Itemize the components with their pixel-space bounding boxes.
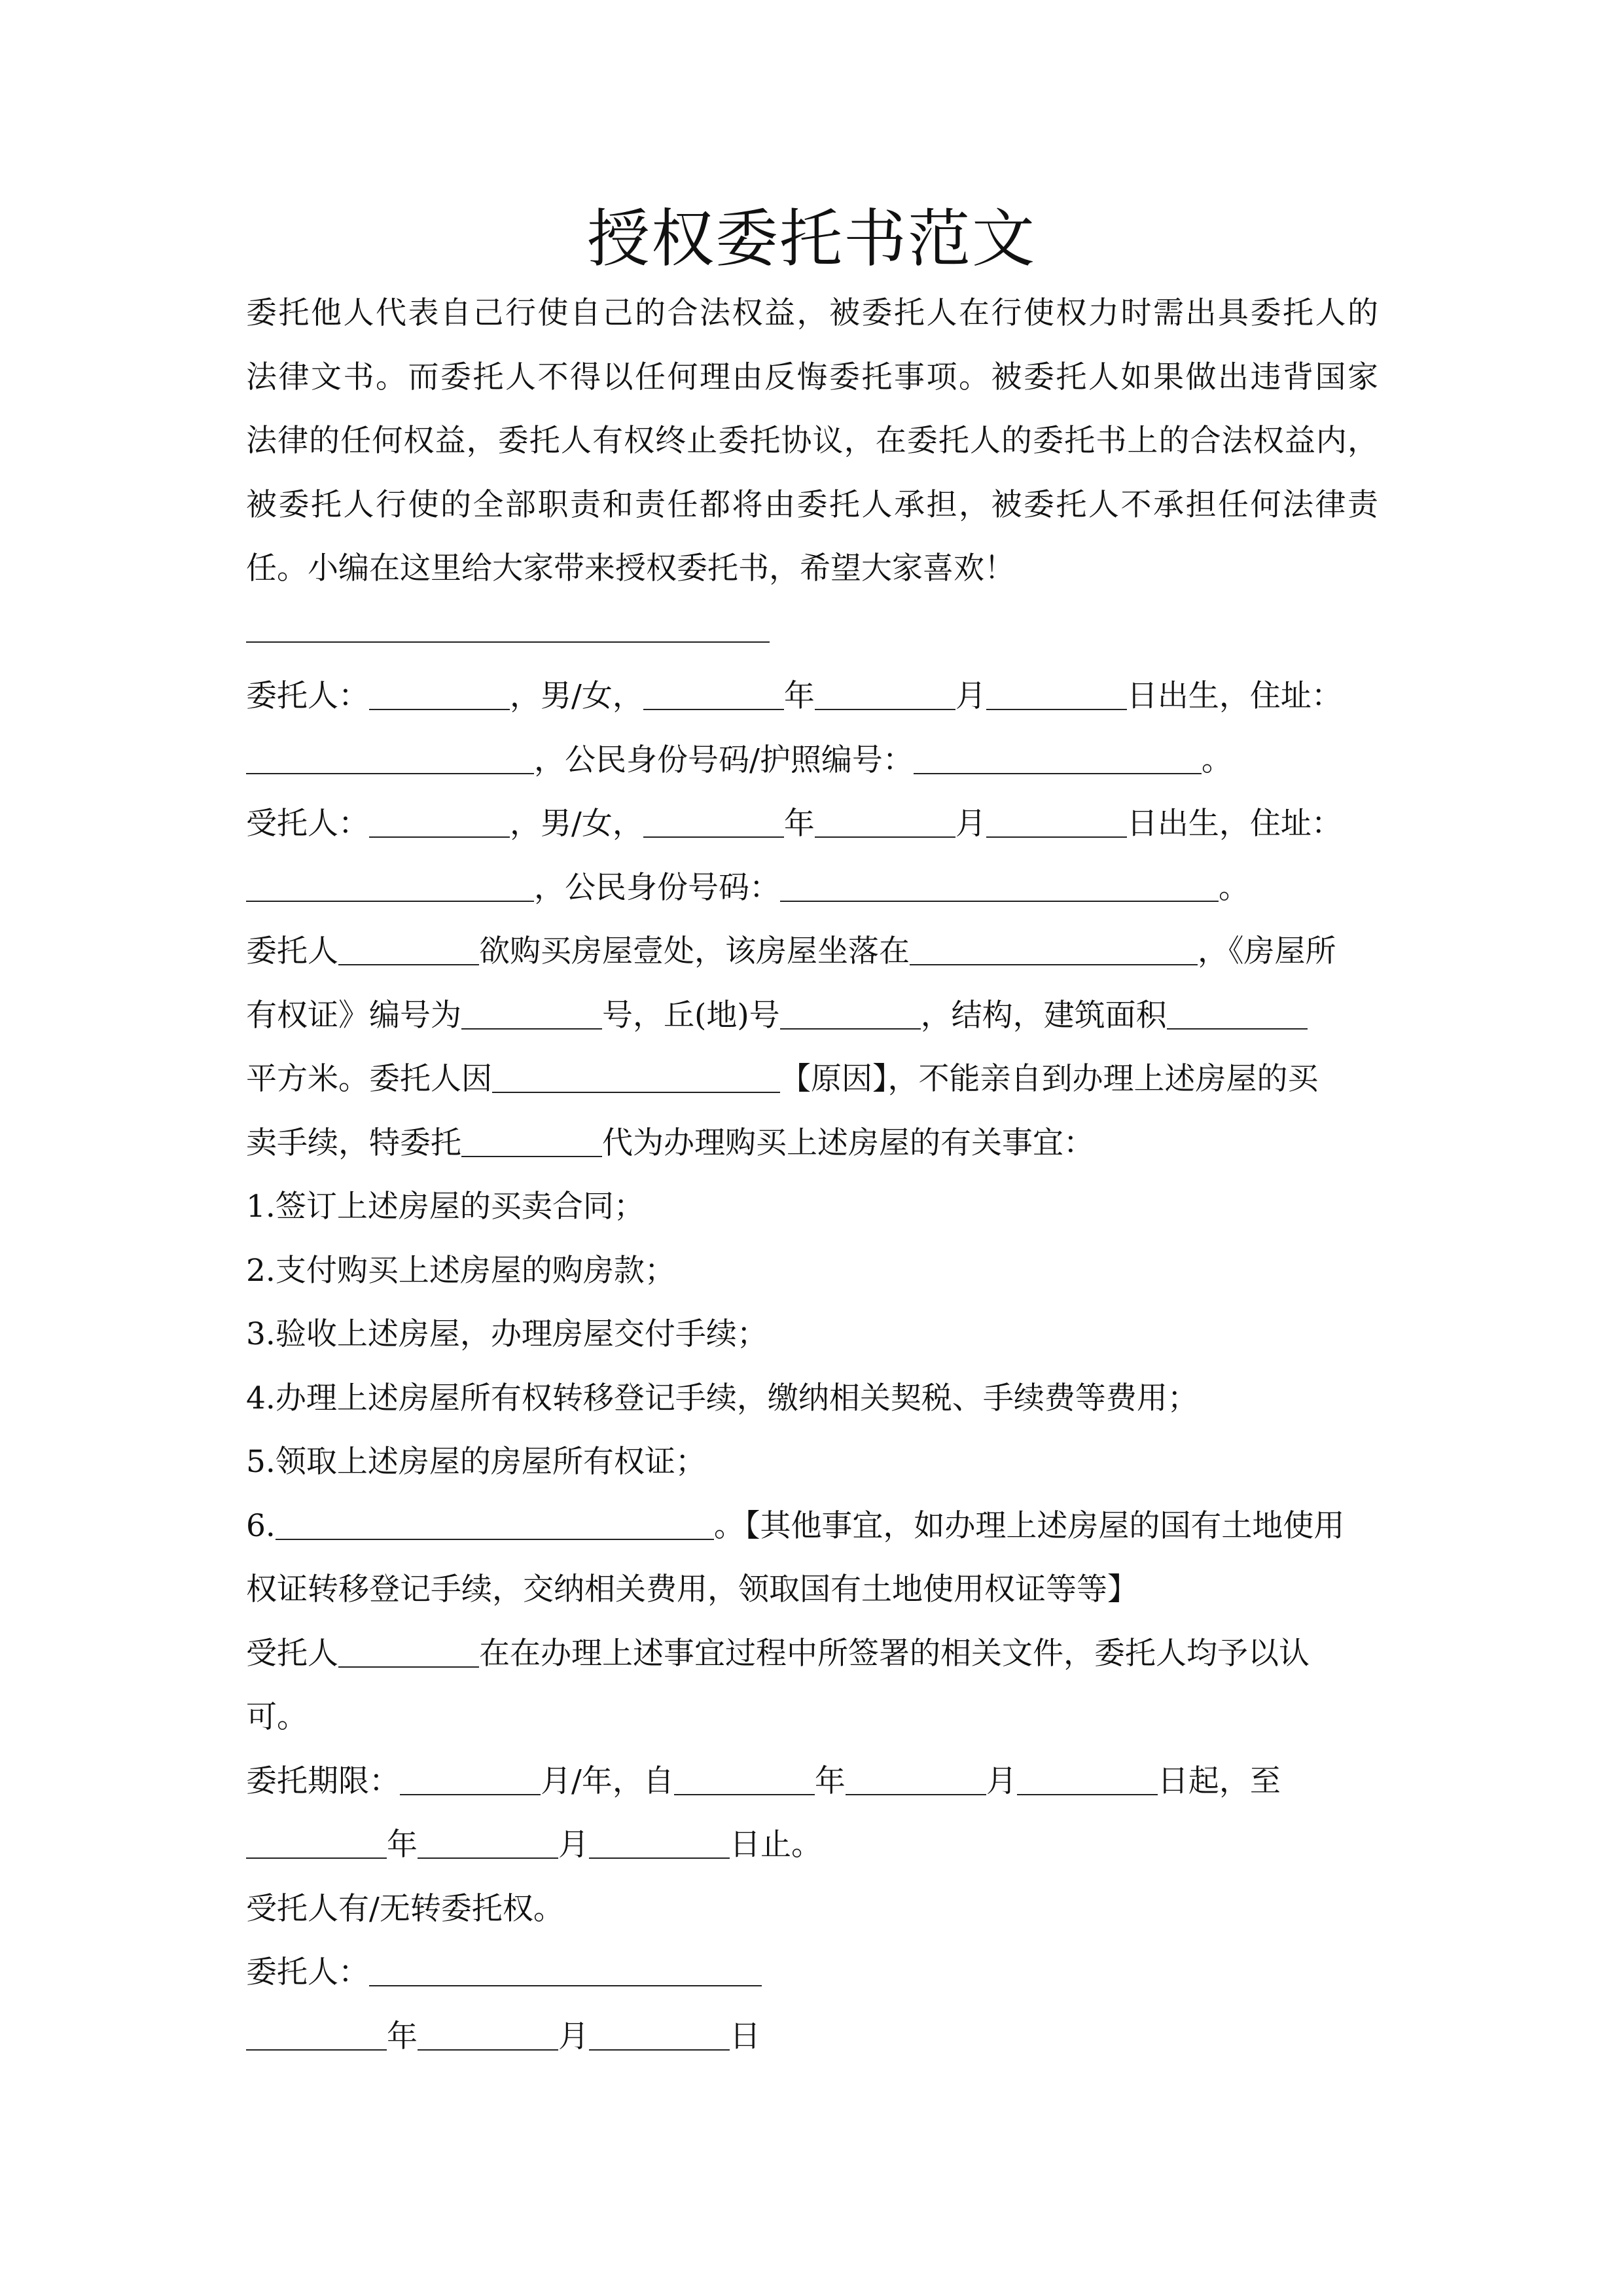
term-start-year-blank[interactable]: [674, 1760, 815, 1795]
intro-line: 被委托人行使的全部职责和责任都将由委托人承担，被委托人不承担任何法律责: [246, 486, 1378, 523]
term-start-day-blank[interactable]: [1017, 1760, 1158, 1795]
lot-number-blank[interactable]: [780, 994, 921, 1030]
agent-address-blank[interactable]: [246, 867, 534, 902]
term-line-1: [246, 1749, 1378, 1814]
purchase-principal-blank[interactable]: [338, 930, 479, 965]
principal-birth-address-text: 日出生，住址：: [1126, 678, 1342, 714]
document-body: [246, 281, 1378, 2068]
delegate-name-blank[interactable]: [461, 1122, 602, 1157]
agent-birth-address-text: 日出生，住址：: [1126, 806, 1342, 842]
list-item: 5.领取上述房屋的房屋所有权证；: [246, 1444, 706, 1480]
agent-year-blank[interactable]: [643, 802, 784, 838]
intro-line: 任。小编在这里给大家带来授权委托书，希望大家喜欢！: [246, 550, 1015, 586]
purchase-line-1: [246, 920, 1378, 984]
approval-text: 在在办理上述事宜过程中所签署的相关文件，委托人均予以认: [479, 1635, 1310, 1672]
term-unit-text: 月/年，自: [541, 1763, 674, 1799]
signature-label: 委托人：: [246, 1954, 369, 1990]
purchase-line-4: [246, 1111, 1378, 1175]
purchase-text: ，结构，建筑面积: [920, 997, 1167, 1033]
term-end-year-blank[interactable]: [246, 1823, 387, 1859]
principal-label: 委托人：: [246, 678, 369, 714]
term-duration-blank[interactable]: [400, 1760, 541, 1795]
intro-line: 法律的任何权益，委托人有权终止委托协议，在委托人的委托书上的合法权益内，: [246, 423, 1378, 459]
principal-gender-text: ，男/女，: [510, 678, 643, 714]
signature-month-blank[interactable]: [418, 2015, 558, 2051]
principal-end-text: 。: [1201, 742, 1232, 778]
purchase-text: 卖手续，特委托: [246, 1124, 461, 1161]
purchase-text: 平方米。委托人因: [246, 1061, 492, 1097]
purchase-text: 有权证》编号为: [246, 997, 461, 1033]
agent-id-text: ，公民身份号码：: [534, 869, 780, 906]
term-month-text: 月: [558, 1827, 589, 1863]
principal-year-blank[interactable]: [643, 675, 784, 710]
term-label: 委托期限：: [246, 1763, 400, 1799]
principal-name-blank[interactable]: [369, 675, 510, 710]
term-from-text: 日起，至: [1157, 1763, 1281, 1799]
principal-id-blank[interactable]: [914, 739, 1202, 774]
term-end-month-blank[interactable]: [418, 1823, 558, 1859]
principal-line-1: [246, 664, 1378, 728]
approval-agent-blank[interactable]: [338, 1632, 479, 1668]
term-start-month-blank[interactable]: [846, 1760, 986, 1795]
signature-year-text: 年: [387, 2018, 418, 2054]
agent-day-blank[interactable]: [986, 802, 1127, 838]
principal-month-text: 月: [955, 678, 986, 714]
purchase-line-3: [246, 1047, 1378, 1111]
intro-line: 法律文书。而委托人不得以任何理由反悔委托事项。被委托人如果做出违背国家: [246, 359, 1378, 395]
reason-blank[interactable]: [492, 1058, 780, 1093]
principal-day-blank[interactable]: [986, 675, 1127, 710]
signature-blank[interactable]: [369, 1951, 762, 1986]
approval-line-2: 可。: [246, 1699, 308, 1735]
item6-line-1: [246, 1494, 1378, 1558]
property-location-blank[interactable]: [910, 930, 1198, 965]
purchase-text: 号，丘(地)号: [602, 997, 780, 1033]
signature-year-blank[interactable]: [246, 2015, 387, 2051]
signature-date-line: [246, 2005, 1378, 2069]
list-item: 4.办理上述房屋所有权转移登记手续，缴纳相关契税、手续费等费用；: [246, 1380, 1198, 1416]
principal-year-text: 年: [783, 678, 815, 714]
signature-line: [246, 1941, 1378, 2005]
signature-day-blank[interactable]: [589, 2015, 730, 2051]
principal-month-blank[interactable]: [815, 675, 955, 710]
signature-month-text: 月: [558, 2018, 589, 2054]
principal-line-2: [246, 728, 1378, 793]
separator-rule: [246, 615, 770, 643]
transfer-line: 受托人有/无转委托权。: [246, 1890, 564, 1927]
agent-gender-text: ，男/女，: [510, 806, 643, 842]
purchase-text: 【原因】，不能亲自到办理上述房屋的买: [780, 1061, 1319, 1097]
term-until-text: 日止。: [730, 1827, 822, 1863]
agent-month-text: 月: [955, 806, 986, 842]
agent-line-1: [246, 792, 1378, 856]
agent-id-blank[interactable]: [780, 867, 1219, 902]
agent-line-2: [246, 856, 1378, 920]
purchase-text: ，《房屋所: [1198, 933, 1336, 969]
signature-day-text: 日: [730, 2018, 760, 2054]
approval-line-1: [246, 1622, 1378, 1686]
term-line-2: [246, 1813, 1378, 1877]
agent-end-text: 。: [1219, 869, 1249, 906]
principal-id-text: ，公民身份号码/护照编号：: [534, 742, 914, 778]
term-year-text: 年: [387, 1827, 418, 1863]
item6-line-2: 权证转移登记手续，交纳相关费用，领取国有土地使用权证等等】: [246, 1571, 1138, 1607]
agent-name-blank[interactable]: [369, 802, 510, 838]
purchase-text: 代为办理购买上述房屋的有关事宜：: [602, 1124, 1094, 1161]
other-matters-blank[interactable]: [276, 1505, 714, 1540]
agent-month-blank[interactable]: [815, 802, 955, 838]
list-item: 3.验收上述房屋，办理房屋交付手续；: [246, 1316, 768, 1352]
intro-line: 委托他人代表自己行使自己的合法权益，被委托人在行使权力时需出具委托人的: [246, 295, 1378, 331]
agent-label: 受托人：: [246, 806, 369, 842]
document-title: 授权委托书范文: [587, 202, 1036, 276]
item6-prefix: 6.: [246, 1507, 276, 1544]
term-year-text: 年: [814, 1763, 846, 1799]
item6-text: 。【其他事宜，如办理上述房屋的国有土地使用: [713, 1507, 1345, 1544]
certificate-number-blank[interactable]: [461, 994, 602, 1030]
list-item: 1.签订上述房屋的买卖合同；: [246, 1189, 645, 1225]
principal-address-blank[interactable]: [246, 739, 534, 774]
separator-line: [246, 601, 1378, 665]
list-item: 2.支付购买上述房屋的购房款；: [246, 1252, 675, 1289]
term-end-day-blank[interactable]: [589, 1823, 730, 1859]
purchase-text: 欲购买房屋壹处，该房屋坐落在: [479, 933, 910, 969]
approval-text: 受托人: [246, 1635, 338, 1672]
agent-year-text: 年: [783, 806, 815, 842]
floor-area-blank[interactable]: [1167, 994, 1308, 1030]
purchase-text: 委托人: [246, 933, 338, 969]
purchase-line-2: [246, 984, 1378, 1048]
term-month-text: 月: [986, 1763, 1017, 1799]
